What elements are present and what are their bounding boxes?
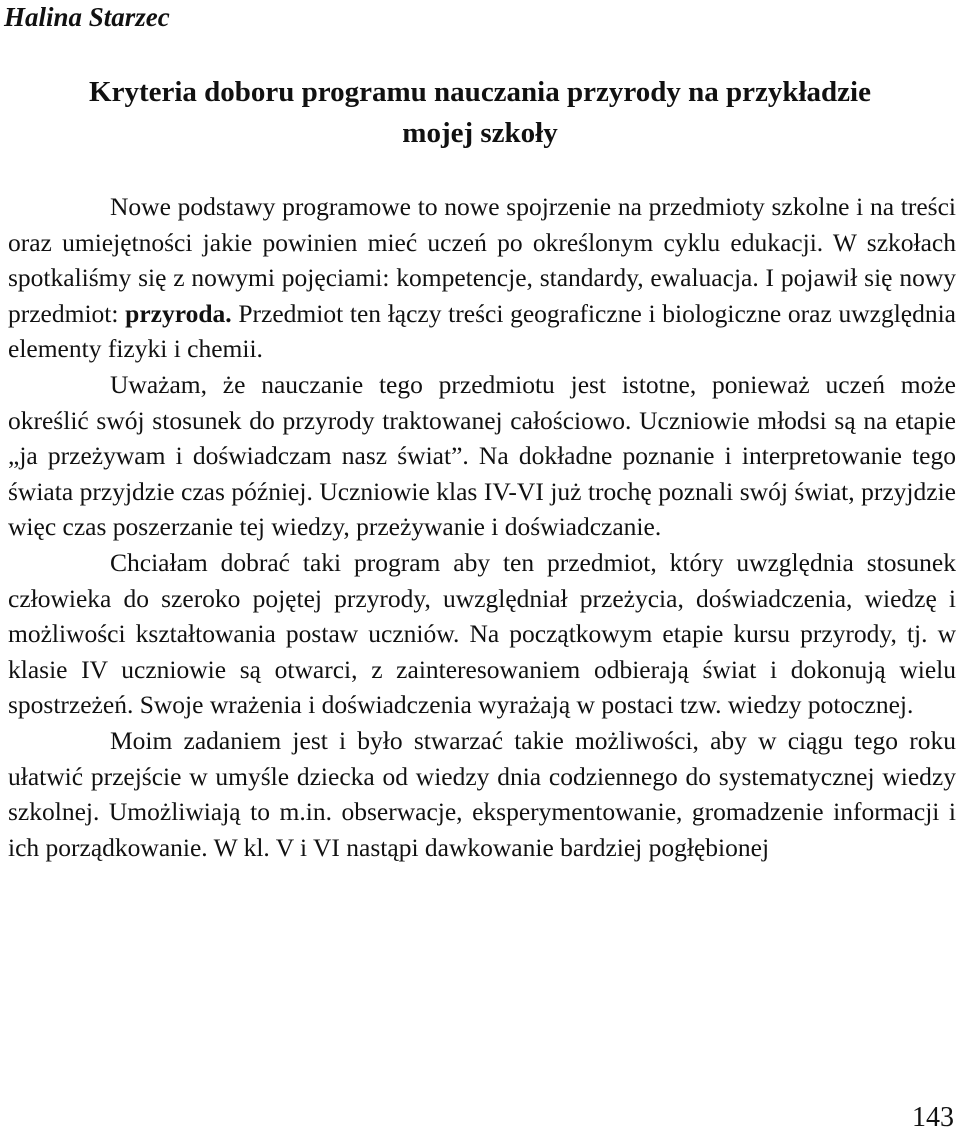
page-number: 143 xyxy=(912,1102,954,1133)
title-line-2: mojej szkoły xyxy=(402,117,558,149)
paragraph-1-continuation: Przedmiot ten łączy treści geograficzne i biologiczne oraz uwzględnia elementy fizyki i chemii. xyxy=(8,298,956,364)
paragraph-4: Moim zadaniem jest i było stwarzać takie możliwości, aby w ciągu tego roku ułatwić przejście w umyśle dziecka od wiedzy dnia codziennego do systematycznej wiedzy szkolnej. Umożliwiają to m.in. obserwacje, eksperymentowanie, gromadzenie informacji i ich porządkowanie. W kl. V i VI nastąpi dawkowanie bardziej pogłębionej xyxy=(8,725,956,862)
paragraph-2: Uważam, że nauczanie tego przedmiotu jest istotne, ponieważ uczeń może określić swój stosunek do przyrody traktowanej całościowo. Uczniowie młodsi są na etapie „ja przeżywam i doświadczam nasz świat”. Na dokładne poznanie i interpretowanie tego świata przyjdzie czas później. Uczniowie klas IV-VI już trochę poznali swój świat, przyjdzie więc czas poszerzanie tej wiedzy, przeżywanie i doświadczanie. xyxy=(8,369,956,542)
paragraph-3: Chciałam dobrać taki program aby ten przedmiot, który uwzględnia stosunek człowieka do szeroko pojętej przyrody, uwzględniał przeżycia, doświadczenia, wiedzę i możliwości kształtowania postaw uczniów. Na początkowym etapie kursu przyrody, tj. w klasie IV uczniowie są otwarci, z zainteresowaniem odbierają świat i dokonują wielu spostrzeżeń. Swoje wrażenia i doświadczenia wyrażają w postaci tzw. wiedzy potocznej. xyxy=(8,547,956,720)
paragraph-1 xyxy=(8,189,956,367)
article-title xyxy=(0,72,960,154)
title-line-1: Kryteria doboru programu nauczania przyrody na przykładzie xyxy=(89,76,871,108)
subject-name: przyroda. xyxy=(125,298,232,328)
article-body xyxy=(8,189,956,865)
paragraph-1-text: Nowe podstawy programowe to nowe spojrzenie na przedmioty szkolne i na treści oraz umiejętności jakie powinien mieć uczeń po określonym cyklu edukacji. W szkołach spotkaliśmy się z nowymi pojęciami: kompetencje, standardy, ewaluacja. I pojawił się nowy przedmiot: xyxy=(8,192,956,328)
author-name: Halina Starzec xyxy=(4,2,170,32)
